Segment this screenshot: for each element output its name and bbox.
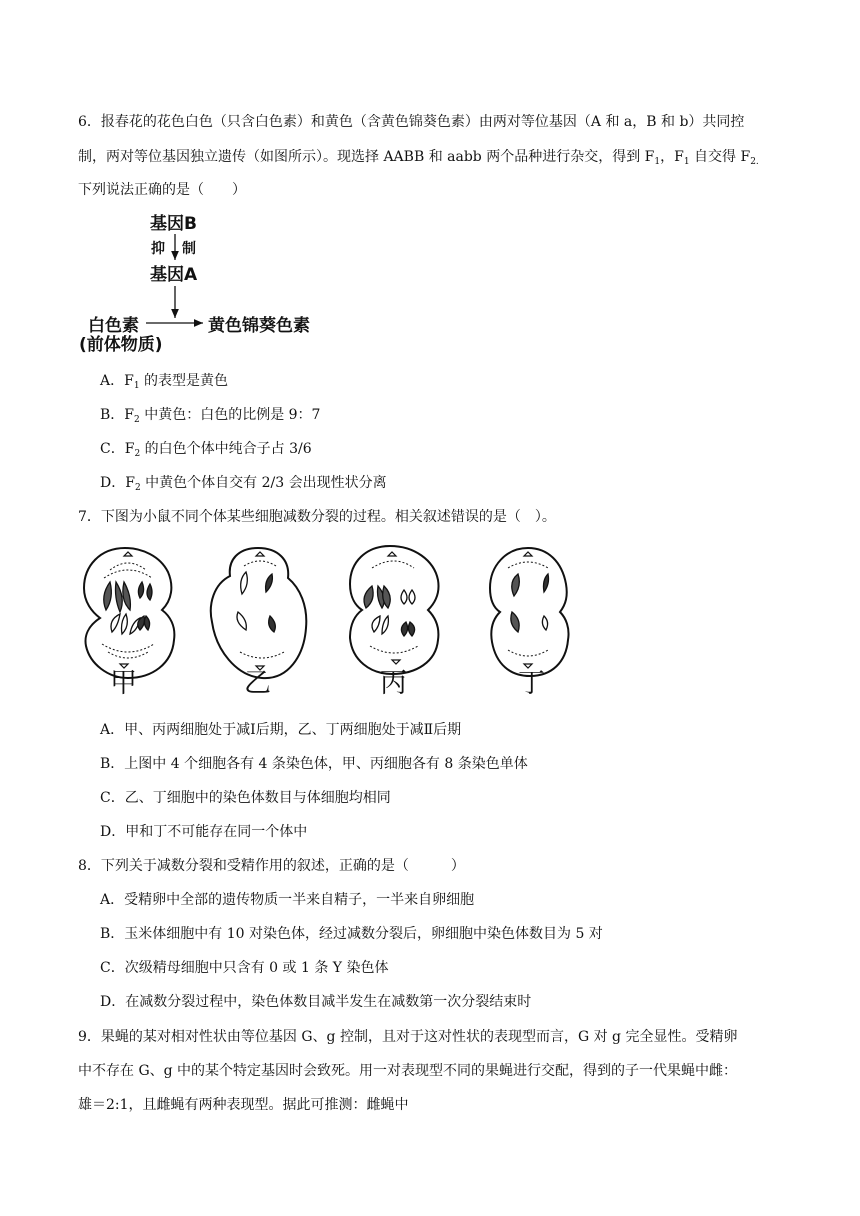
cell-label-ding: 丁: [518, 668, 545, 699]
cell-jia-outline: [84, 548, 174, 678]
cell-label-jia: 甲: [110, 668, 137, 699]
q8-option-c: C．次级精母细胞中只含有 0 或 1 条 Y 染色体: [100, 960, 389, 976]
q8-option-b: B．玉米体细胞中有 10 对染色体，经过减数分裂后，卵细胞中染色体数目为 5 对: [100, 926, 603, 942]
precursor-label: (前体物质): [79, 335, 163, 355]
inhibit-label-1: 抑: [151, 241, 165, 257]
cell-yi-outline: [211, 548, 307, 678]
q6-option-d: D．$F_2$ 中黄色个体自交有 2/3 会出现性状分离: [100, 475, 387, 493]
q7-option-b: B．上图中 4 个细胞各有 4 条染色体，甲、丙细胞各有 8 条染色单体: [100, 756, 528, 772]
inhibit-label-2: 制: [182, 241, 196, 257]
q7-option-d: D．甲和丁不可能存在同一个体中: [100, 824, 308, 840]
q6-stem-line-1: 6．报春花的花色白色（只含白色素）和黄色（含黄色锦葵色素）由两对等位基因（A 和 a，B 和 b）共同控: [78, 114, 745, 130]
gene-b-label: 基因B: [150, 214, 197, 234]
cell-label-yi: 乙: [244, 668, 271, 699]
q6-option-c: C．$F_2$ 的白色个体中纯合子占 3/6: [100, 441, 312, 459]
q9-stem-line-3: 雄＝2:1，且雌蝇有两种表现型。据此可推测：雌蝇中: [78, 1097, 409, 1113]
cell-bing-outline: [350, 546, 439, 674]
q6-stem-line-3: 下列说法正确的是（ ）: [78, 182, 246, 198]
q8-stem: 8．下列关于减数分裂和受精作用的叙述，正确的是（ ）: [78, 858, 465, 874]
yellow-pigment-label: 黄色锦葵色素: [208, 316, 310, 336]
cell-ding-outline: [490, 548, 569, 676]
cell-label-bing: 丙: [380, 668, 407, 699]
q9-stem-line-1: 9．果蝇的某对相对性状由等位基因 G、g 控制，且对于这对性状的表现型而言，G 对 g 完全显性。受精卵: [78, 1029, 738, 1045]
gene-a-label: 基因A: [150, 265, 198, 285]
q6-option-b: B．$F_2$ 中黄色：白色的比例是 9：7: [100, 407, 321, 425]
q9-stem-line-2: 中不存在 G、g 中的某个特定基因时会致死。用一对表现型不同的果蝇进行交配，得到的子一代果蝇中雌：: [78, 1063, 738, 1079]
white-pigment-label: 白色素: [88, 316, 139, 336]
q8-option-a: A．受精卵中全部的遗传物质一半来自精子，一半来自卵细胞: [100, 892, 475, 908]
q7-option-c: C．乙、丁细胞中的染色体数目与体细胞均相同: [100, 790, 391, 806]
q7-option-a: A．甲、丙两细胞处于减Ⅰ后期，乙、丁两细胞处于减Ⅱ后期: [100, 722, 462, 738]
q6-option-a: A．$F_1$ 的表型是黄色: [100, 373, 229, 391]
q7-stem: 7．下图为小鼠不同个体某些细胞减数分裂的过程。相关叙述错误的是（ ）。: [78, 509, 556, 525]
q8-option-d: D．在减数分裂过程中，染色体数目减半发生在减数第一次分裂结束时: [100, 994, 532, 1010]
q6-stem-line-2: 制，两对等位基因独立遗传（如图所示）。现选择 AABB 和 aabb 两个品种进行杂交，得到 $F_1$，$F_1$ 自交得 $F_{2.}$: [78, 149, 759, 167]
